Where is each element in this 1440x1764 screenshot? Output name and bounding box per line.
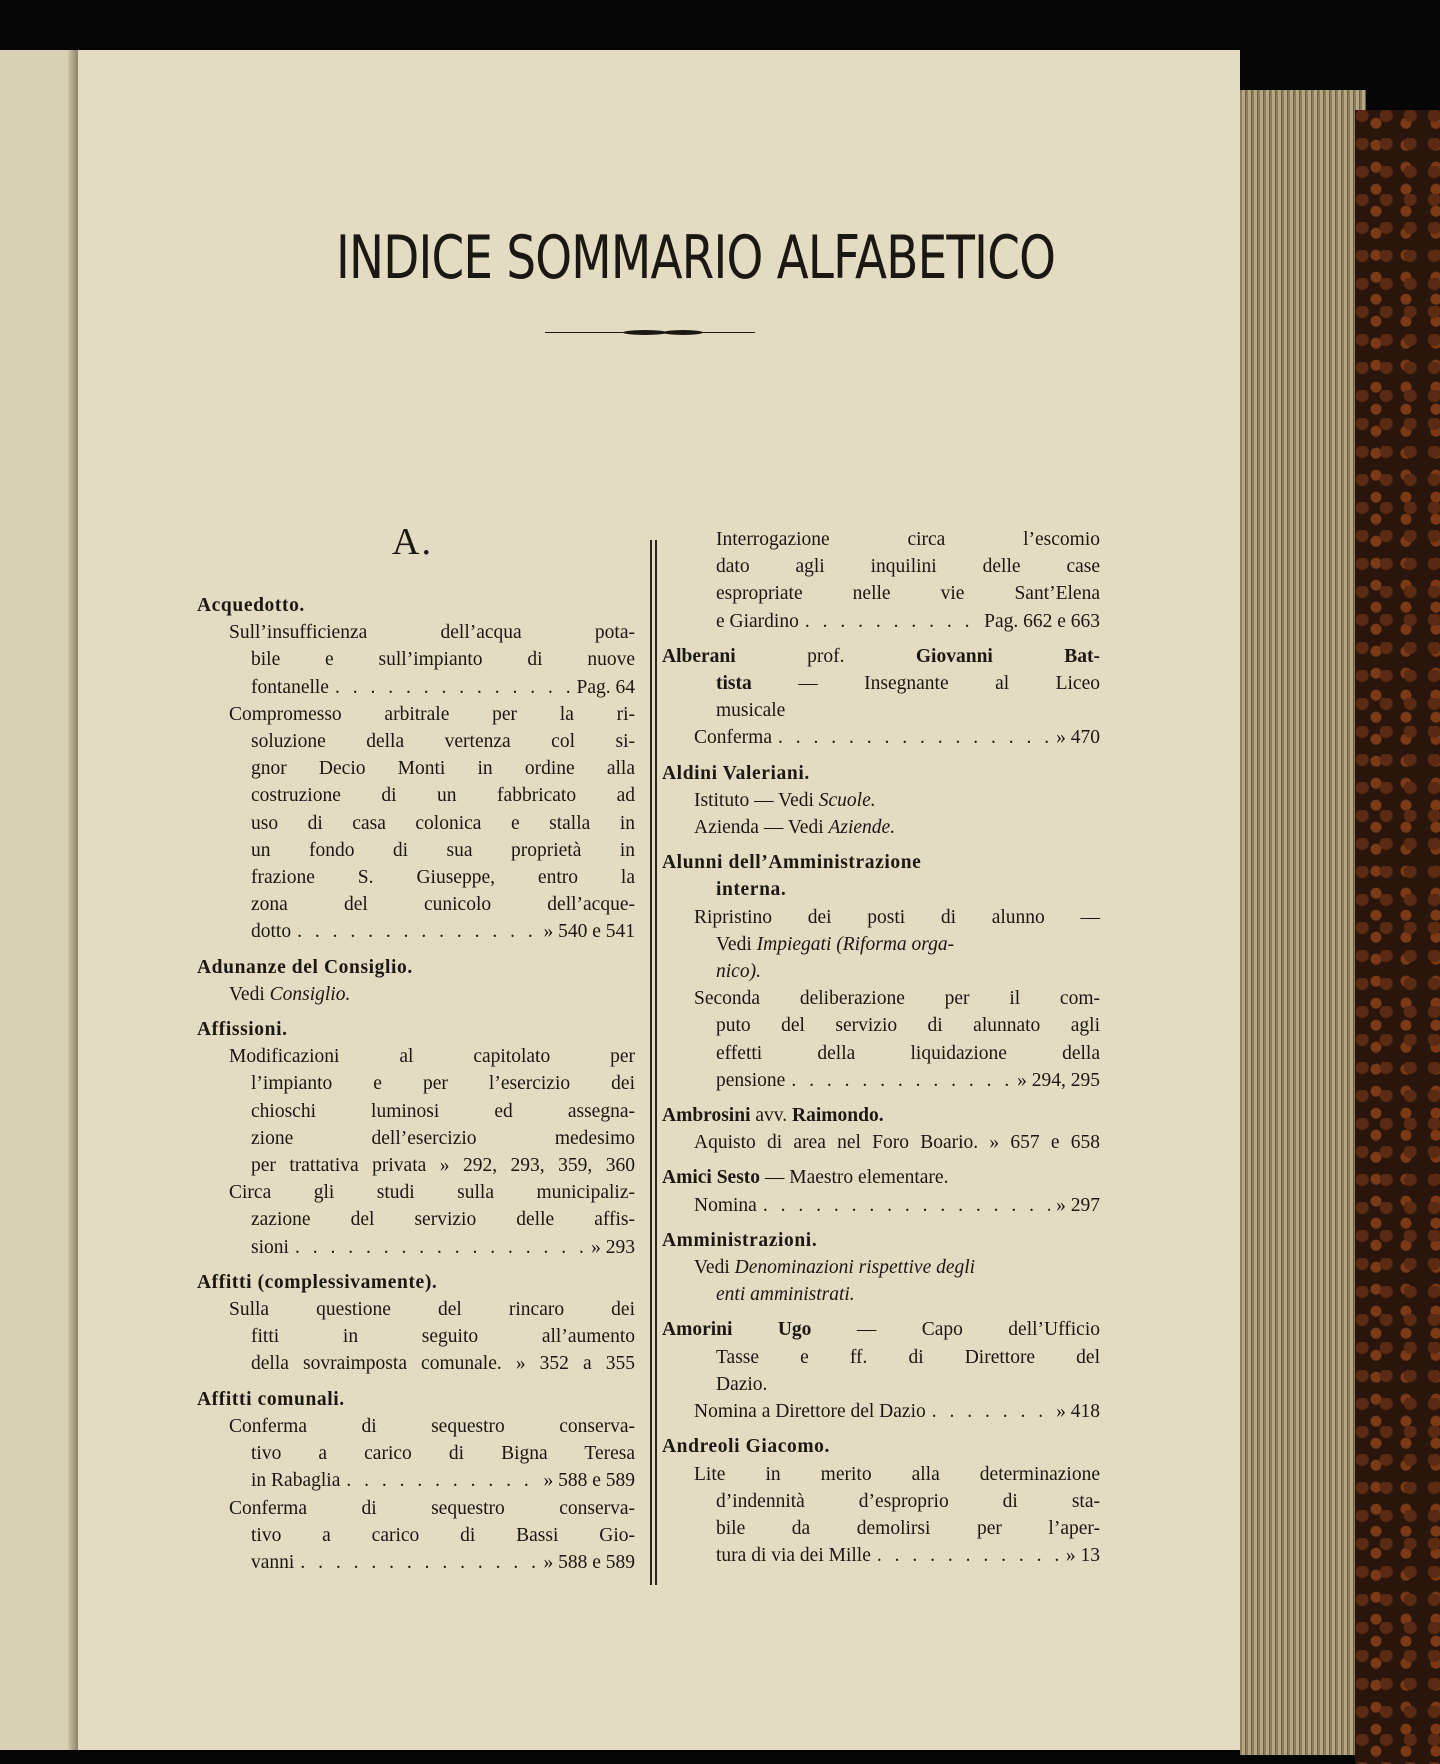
see-reference bbox=[662, 814, 1100, 841]
ref-text: tura di via dei Mille bbox=[716, 1545, 871, 1567]
entry-heading: Alunni dell’Amministrazione bbox=[662, 852, 922, 874]
ref-pages: » 293 bbox=[591, 1236, 635, 1258]
entry-reference bbox=[662, 1192, 1100, 1219]
ref-pages: Pag. 64 bbox=[576, 676, 635, 698]
index-entry bbox=[197, 592, 635, 946]
see-reference bbox=[662, 958, 1100, 985]
entry-reference: della sovraimposta comunale. » 352 a 355 bbox=[251, 1353, 635, 1375]
entry-reference bbox=[197, 1467, 635, 1494]
entry-line: zione dell’esercizio medesimo bbox=[251, 1127, 635, 1149]
leader-dots bbox=[791, 1067, 1011, 1094]
see-target: Aziende. bbox=[828, 817, 896, 839]
ref-pages: » 540 e 541 bbox=[543, 921, 635, 943]
index-entry bbox=[662, 643, 1100, 752]
entry-line: un fondo di sua proprietà in bbox=[251, 839, 635, 861]
see-text: Vedi bbox=[716, 933, 757, 955]
index-entry bbox=[662, 1227, 1100, 1309]
see-reference bbox=[662, 1281, 1100, 1308]
see-reference bbox=[662, 931, 1100, 958]
ref-pages: » 418 bbox=[1056, 1401, 1100, 1423]
entry-line: dato agli inquilini delle case bbox=[716, 556, 1100, 578]
book-gutter bbox=[68, 50, 78, 1750]
ornament-swell-left bbox=[623, 330, 667, 335]
entry-heading: Amministrazioni. bbox=[662, 1229, 818, 1251]
index-entry bbox=[662, 1433, 1100, 1569]
leader-dots bbox=[297, 918, 537, 945]
ref-text: Nomina a Direttore del Dazio bbox=[694, 1401, 926, 1423]
entry-line: fitti in seguito all’aumento bbox=[251, 1326, 635, 1348]
title-ornament bbox=[545, 330, 755, 336]
index-entry bbox=[662, 1316, 1100, 1425]
entry-reference bbox=[662, 724, 1100, 751]
heading-bold: Giovanni Bat- bbox=[915, 645, 1100, 667]
entry-heading-line: musicale bbox=[716, 700, 786, 722]
ref-pages: » 588 e 589 bbox=[543, 1470, 635, 1492]
index-entry bbox=[197, 1016, 635, 1261]
index-entry-continuation bbox=[662, 526, 1100, 635]
see-reference bbox=[662, 787, 1100, 814]
ref-text: fontanelle bbox=[251, 676, 329, 698]
heading-normal: prof. bbox=[735, 645, 916, 667]
index-entry bbox=[662, 760, 1100, 842]
entry-line: Compromesso arbitrale per la ri- bbox=[229, 703, 635, 725]
see-target: Impiegati (Riforma orga- bbox=[756, 933, 955, 955]
heading-bold: Ambrosini bbox=[662, 1105, 751, 1127]
entry-line: uso di casa colonica e stalla in bbox=[251, 812, 635, 834]
ref-text: e Giardino bbox=[716, 610, 799, 632]
heading-bold: Alberani bbox=[662, 645, 736, 667]
entry-line: chioschi luminosi ed assegna- bbox=[251, 1100, 635, 1122]
facing-page-edge bbox=[0, 50, 80, 1750]
index-entry bbox=[197, 1269, 635, 1378]
ref-pages: » 13 bbox=[1065, 1545, 1100, 1567]
entry-line: espropriate nelle vie Sant’Elena bbox=[716, 583, 1100, 605]
ref-text: vanni bbox=[251, 1551, 295, 1573]
leader-dots bbox=[295, 1234, 585, 1261]
ref-text: dotto bbox=[251, 921, 292, 943]
entry-heading: Affitti (complessivamente). bbox=[197, 1271, 438, 1293]
index-entry bbox=[197, 954, 635, 1008]
page-edges bbox=[1240, 90, 1366, 1755]
entry-reference bbox=[662, 1398, 1100, 1425]
see-target: enti amministrati. bbox=[716, 1284, 855, 1306]
entry-line: bile da demolirsi per l’aper- bbox=[716, 1517, 1100, 1539]
ref-text: Conferma bbox=[694, 727, 772, 749]
ref-pages: » 588 e 589 bbox=[543, 1551, 635, 1573]
ref-text: sioni bbox=[251, 1236, 289, 1258]
entry-line: tivo a carico di Bigna Teresa bbox=[251, 1443, 635, 1465]
entry-reference bbox=[662, 608, 1100, 635]
section-letter: A. bbox=[392, 521, 433, 563]
ref-pages: » 297 bbox=[1056, 1194, 1100, 1216]
entry-line: Circa gli studi sulla municipaliz- bbox=[229, 1182, 635, 1204]
entry-line: effetti della liquidazione della bbox=[716, 1042, 1100, 1064]
entry-heading bbox=[662, 643, 1100, 670]
entry-heading: Andreoli Giacomo. bbox=[662, 1436, 830, 1458]
ornament-swell-right bbox=[663, 330, 703, 335]
heading-bold: Amorini Ugo bbox=[662, 1319, 812, 1341]
see-reference bbox=[662, 1254, 1100, 1281]
index-entry bbox=[662, 849, 1100, 1094]
entry-reference bbox=[662, 1542, 1100, 1569]
entry-line: Conferma di sequestro conserva- bbox=[229, 1415, 635, 1437]
leader-dots bbox=[778, 724, 1050, 751]
ref-pages: Pag. 662 e 663 bbox=[984, 610, 1100, 632]
heading-normal: — Maestro elementare. bbox=[760, 1167, 949, 1189]
entry-line: soluzione della vertenza col si- bbox=[251, 731, 635, 753]
entry-line: puto del servizio di alunnato agli bbox=[716, 1015, 1100, 1037]
entry-reference bbox=[197, 1234, 635, 1261]
entry-heading: Adunanze del Consiglio. bbox=[197, 956, 413, 978]
see-text: Vedi bbox=[694, 1257, 735, 1279]
entry-heading: Aldini Valeriani. bbox=[662, 762, 810, 784]
entry-heading: Affitti comunali. bbox=[197, 1388, 345, 1410]
entry-line: zazione del servizio delle affis- bbox=[251, 1209, 635, 1231]
entry-line: frazione S. Giuseppe, entro la bbox=[251, 867, 635, 889]
entry-reference bbox=[197, 1549, 635, 1576]
index-entry bbox=[662, 1102, 1100, 1156]
left-column bbox=[197, 592, 635, 1584]
ref-text: pensione bbox=[716, 1069, 786, 1091]
leader-dots bbox=[805, 608, 978, 635]
see-target: Scuole. bbox=[818, 789, 876, 811]
entry-line: costruzione di un fabbricato ad bbox=[251, 785, 635, 807]
entry-heading bbox=[662, 1316, 1100, 1343]
heading-normal: — Insegnante al Liceo bbox=[751, 673, 1100, 695]
entry-reference bbox=[662, 1067, 1100, 1094]
ref-text: Nomina bbox=[694, 1194, 757, 1216]
entry-reference bbox=[197, 918, 635, 945]
entry-line: Conferma di sequestro conserva- bbox=[229, 1497, 635, 1519]
entry-heading bbox=[662, 1102, 1100, 1129]
index-entry bbox=[197, 1386, 635, 1576]
entry-heading-line: Dazio. bbox=[716, 1373, 768, 1395]
entry-line: d’indennità d’esproprio di sta- bbox=[716, 1490, 1100, 1512]
ref-text: in Rabaglia bbox=[251, 1470, 341, 1492]
entry-line: Sulla questione del rincaro dei bbox=[229, 1299, 635, 1321]
entry-line: Sull’insufficienza dell’acqua pota- bbox=[229, 622, 635, 644]
heading-bold: Raimondo. bbox=[792, 1105, 884, 1127]
entry-reference bbox=[197, 674, 635, 701]
leader-dots bbox=[335, 674, 571, 701]
see-target: Denominazioni rispettive degli bbox=[734, 1257, 976, 1279]
entry-heading-line: interna. bbox=[716, 879, 787, 901]
entry-reference: Aquisto di area nel Foro Boario. » 657 e 658 bbox=[694, 1132, 1100, 1154]
ref-pages: » 294, 295 bbox=[1017, 1069, 1100, 1091]
index-entry bbox=[662, 1164, 1100, 1218]
see-text: Vedi bbox=[229, 983, 270, 1005]
entry-line: Ripristino dei posti di alunno — bbox=[694, 906, 1100, 928]
right-column bbox=[662, 526, 1100, 1577]
leader-dots bbox=[932, 1398, 1050, 1425]
leader-dots bbox=[346, 1467, 537, 1494]
entry-line: Modificazioni al capitolato per bbox=[229, 1046, 635, 1068]
leader-dots bbox=[763, 1192, 1050, 1219]
entry-line: Lite in merito alla determinazione bbox=[694, 1463, 1100, 1485]
entry-line: Interrogazione circa l’escomio bbox=[716, 529, 1100, 550]
heading-normal: avv. bbox=[750, 1105, 793, 1127]
entry-line: bile e sull’impianto di nuove bbox=[251, 649, 635, 671]
leader-dots bbox=[877, 1542, 1060, 1569]
entry-heading: Affissioni. bbox=[197, 1019, 288, 1041]
entry-reference: per trattativa privata » 292, 293, 359, 360 bbox=[251, 1155, 635, 1177]
column-divider bbox=[650, 540, 657, 1585]
see-text: Azienda — Vedi bbox=[694, 817, 829, 839]
heading-bold: tista bbox=[716, 673, 752, 695]
entry-line: Seconda deliberazione per il com- bbox=[694, 988, 1100, 1010]
see-target: nico). bbox=[716, 961, 761, 983]
leader-dots bbox=[300, 1549, 537, 1576]
entry-line: l’impianto e per l’esercizio dei bbox=[251, 1073, 635, 1095]
heading-normal: — Capo dell’Ufficio bbox=[811, 1319, 1100, 1341]
entry-line: gnor Decio Monti in ordine alla bbox=[251, 758, 635, 780]
entry-heading bbox=[662, 1164, 1100, 1191]
see-text: Istituto — Vedi bbox=[694, 789, 819, 811]
see-target: Consiglio. bbox=[269, 983, 351, 1005]
ref-pages: » 470 bbox=[1056, 727, 1100, 749]
heading-bold: Amici Sesto bbox=[662, 1167, 761, 1189]
entry-heading: Acquedotto. bbox=[197, 595, 305, 616]
entry-line: tivo a carico di Bassi Gio- bbox=[251, 1524, 635, 1546]
entry-heading-line bbox=[662, 670, 1100, 697]
entry-line: zona del cunicolo dell’acque- bbox=[251, 894, 635, 916]
page-title: INDICE SOMMARIO ALFABETICO bbox=[336, 223, 1056, 293]
see-reference bbox=[197, 981, 635, 1008]
book-cover bbox=[1355, 110, 1440, 1764]
entry-heading-line: Tasse e ff. di Direttore del bbox=[716, 1346, 1100, 1368]
